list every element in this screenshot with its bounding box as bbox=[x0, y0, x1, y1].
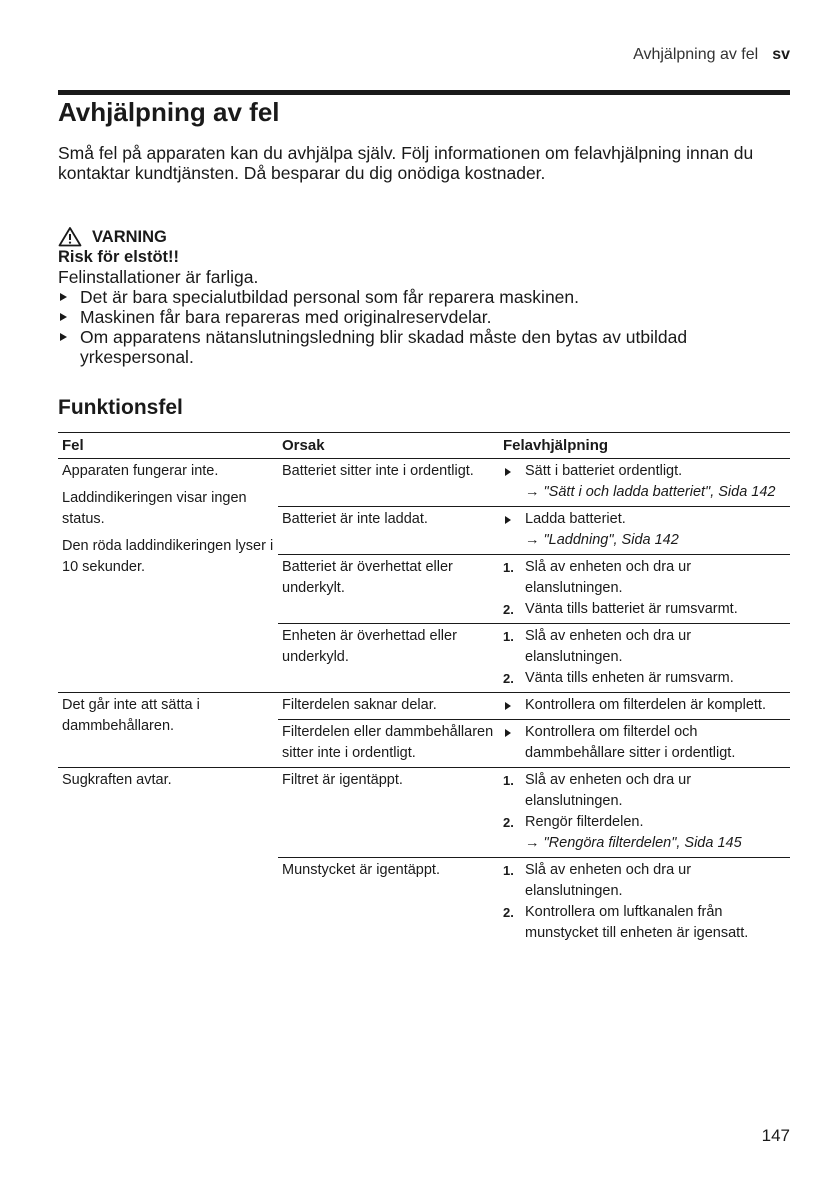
bullet-arrow-icon bbox=[60, 293, 67, 301]
remedy-cell: Kontrollera om filterdelen är komplett. bbox=[499, 693, 790, 720]
warning-label: VARNING bbox=[92, 227, 167, 246]
page-number: 147 bbox=[761, 1126, 790, 1145]
fault-cell: Apparaten fungerar inte. Laddindikeringen visar ingen status. Den röda laddindikeringen lyser i 10 sekunder. bbox=[62, 463, 274, 575]
remedy-cell: 1. Slå av enheten och dra ur elanslutningen. 2. Vänta tills enheten är rumsvarm. bbox=[499, 624, 790, 693]
fault-cell: Sugkraften avtar. bbox=[58, 768, 278, 948]
warning-heading bbox=[58, 226, 788, 247]
cross-reference: → "Rengöra filterdelen", Sida 145 bbox=[525, 835, 742, 851]
bullet-arrow-icon bbox=[505, 702, 511, 710]
column-header-fault: Fel bbox=[58, 433, 278, 459]
cause-cell: Filterdelen eller dammbehållaren sitter inte i ordentligt. bbox=[278, 720, 499, 768]
remedy-cell: Sätt i batteriet ordentligt. → "Sätt i och ladda batteriet", Sida 142 bbox=[499, 459, 790, 507]
header-language: sv bbox=[772, 46, 790, 63]
remedy-cell: 1. Slå av enheten och dra ur elanslutningen. 2. Kontrollera om luftkanalen från munstycket till enheten är igensatt. bbox=[499, 858, 790, 948]
intro-text: Små fel på apparaten kan du avhjälpa själv. Följ informationen om felavhjälpning innan du kontaktar kundtjänsten. Då besparar du dig onödiga kostnader. bbox=[58, 143, 754, 183]
fault-cell: Det går inte att sätta i dammbehållaren. bbox=[58, 693, 278, 768]
title-rule bbox=[58, 90, 790, 95]
table-header-row bbox=[58, 433, 790, 459]
table-row bbox=[58, 768, 790, 858]
cause-cell: Batteriet är inte laddat. bbox=[278, 507, 499, 555]
page-title: Avhjälpning av fel bbox=[58, 97, 280, 127]
cause-cell: Batteriet sitter inte i ordentligt. bbox=[282, 463, 474, 479]
fault-table bbox=[58, 432, 790, 947]
cross-reference: → "Sätt i och ladda batteriet", Sida 142 bbox=[525, 484, 776, 500]
cause-cell: Enheten är överhettad eller underkyld. bbox=[278, 624, 499, 693]
warning-item: Maskinen får bara repareras med originalreservdelar. bbox=[58, 307, 788, 327]
bullet-arrow-icon bbox=[60, 313, 67, 321]
cause-cell: Munstycket är igentäppt. bbox=[278, 858, 499, 948]
warning-block bbox=[58, 226, 788, 367]
remedy-cell: 1. Slå av enheten och dra ur elanslutningen. 2. Vänta tills batteriet är rumsvarmt. bbox=[499, 555, 790, 624]
warning-item: Om apparatens nätanslutningsledning blir skadad måste den bytas av utbildad yrkespersonal. bbox=[58, 327, 788, 367]
table-row bbox=[58, 459, 790, 507]
warning-lead: Felinstallationer är farliga. bbox=[58, 267, 259, 287]
warning-subtitle: Risk för elstöt!! bbox=[58, 248, 180, 266]
cause-cell: Filterdelen saknar delar. bbox=[278, 693, 499, 720]
cause-cell: Batteriet är överhettat eller underkylt. bbox=[278, 555, 499, 624]
bullet-arrow-icon bbox=[505, 516, 511, 524]
remedy-cell: Ladda batteriet. → "Laddning", Sida 142 bbox=[499, 507, 790, 555]
cross-reference: → "Laddning", Sida 142 bbox=[525, 532, 679, 548]
warning-item: Det är bara specialutbildad personal som får reparera maskinen. bbox=[58, 287, 788, 307]
section-subtitle: Funktionsfel bbox=[58, 396, 183, 419]
warning-list bbox=[58, 287, 788, 367]
cause-cell: Filtret är igentäppt. bbox=[278, 768, 499, 858]
header-section: Avhjälpning av fel bbox=[633, 46, 759, 63]
remedy-cell: 1. Slå av enheten och dra ur elanslutningen. 2. Rengör filterdelen. → "Rengöra filterdelen", Sida 145 bbox=[499, 768, 790, 858]
remedy-cell: Kontrollera om filterdel och dammbehållare sitter i ordentligt. bbox=[499, 720, 790, 768]
bullet-arrow-icon bbox=[505, 729, 511, 737]
warning-triangle-icon bbox=[58, 226, 82, 247]
column-header-cause: Orsak bbox=[278, 433, 499, 459]
running-header bbox=[633, 46, 790, 64]
column-header-remedy: Felavhjälpning bbox=[499, 433, 790, 459]
bullet-arrow-icon bbox=[60, 333, 67, 341]
table-row bbox=[58, 693, 790, 720]
bullet-arrow-icon bbox=[505, 468, 511, 476]
